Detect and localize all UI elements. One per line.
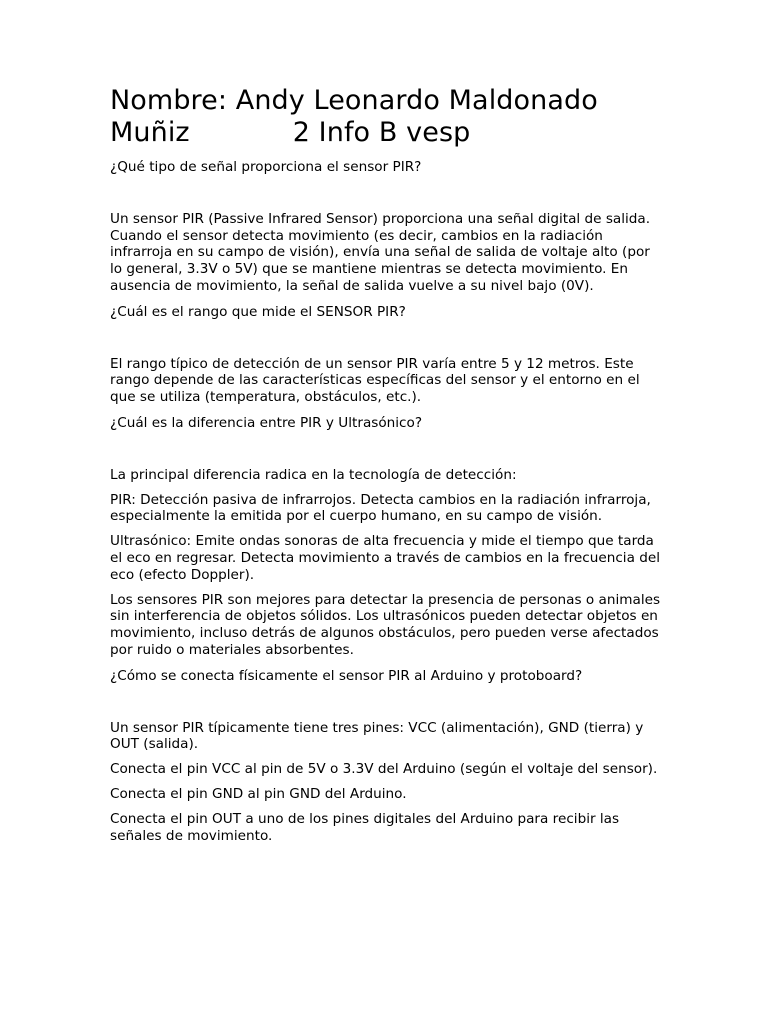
- answer-paragraph: La principal diferencia radica en la tecnología de detección:: [110, 466, 517, 483]
- answer-paragraph: Conecta el pin OUT a uno de los pines digitales del Arduino para recibir las señales de movimiento.: [110, 810, 620, 844]
- answer-paragraph: Conecta el pin VCC al pin de 5V o 3.3V del Arduino (según el voltaje del sensor).: [110, 761, 658, 778]
- answer-paragraph: Ultrasónico: Emite ondas sonoras de alta frecuencia y mide el tiempo que tarda el eco en regresar. Detecta movimiento a través de cambios en la frecuencia del eco (efecto Doppler).: [110, 533, 660, 583]
- section-range: [110, 304, 666, 406]
- question-heading: ¿Cuál es el rango que mide el SENSOR PIR?: [110, 303, 406, 320]
- student-group: 2 Info B vesp: [292, 117, 471, 148]
- title-line-1: Nombre: Andy Leonardo Maldonado: [110, 85, 598, 116]
- document-title: [110, 85, 666, 149]
- answer-paragraph: Un sensor PIR (Passive Infrared Sensor) proporciona una señal digital de salida. Cuando el sensor detecta movimiento (es decir, cambios en la radiación infrarroja en su campo de visión), envía una señal de salida de voltaje alto (por lo general, 3.3V o 5V) que se mantiene mientras se detecta movimiento. En ausencia de movimiento, la señal de salida vuelve a su nivel bajo (0V).: [110, 210, 651, 294]
- answer-paragraph: Un sensor PIR típicamente tiene tres pines: VCC (alimentación), GND (tierra) y OUT (salida).: [110, 719, 644, 753]
- question-heading: ¿Qué tipo de señal proporciona el sensor PIR?: [110, 159, 422, 175]
- document-page: [110, 85, 666, 852]
- section-connection: [110, 668, 666, 845]
- answer-paragraph: El rango típico de detección de un sensor PIR varía entre 5 y 12 metros. Este rango depende de las características específicas del sensor y el entorno en el que se utiliza (temperatura, obstáculos, etc.).: [110, 355, 640, 406]
- answer-paragraph: Conecta el pin GND al pin GND del Arduino.: [110, 785, 407, 802]
- answer-paragraph: PIR: Detección pasiva de infrarrojos. Detecta cambios en la radiación infrarroja, especialmente la emitida por el cuerpo humano, en su campo de visión.: [110, 491, 651, 525]
- section-signal-type: [110, 159, 666, 295]
- question-heading: ¿Cómo se conecta físicamente el sensor PIR al Arduino y protoboard?: [110, 667, 583, 684]
- answer-paragraph: Los sensores PIR son mejores para detectar la presencia de personas o animales sin interferencia de objetos sólidos. Los ultrasónicos pueden detectar objetos en movimiento, incluso detrás de algunos obstáculos, pero pueden verse afectados por ruido o materiales absorbentes.: [110, 591, 661, 658]
- student-name-surname: Muñiz: [110, 117, 190, 148]
- section-difference: [110, 415, 666, 659]
- question-heading: ¿Cuál es la diferencia entre PIR y Ultrasónico?: [110, 414, 423, 431]
